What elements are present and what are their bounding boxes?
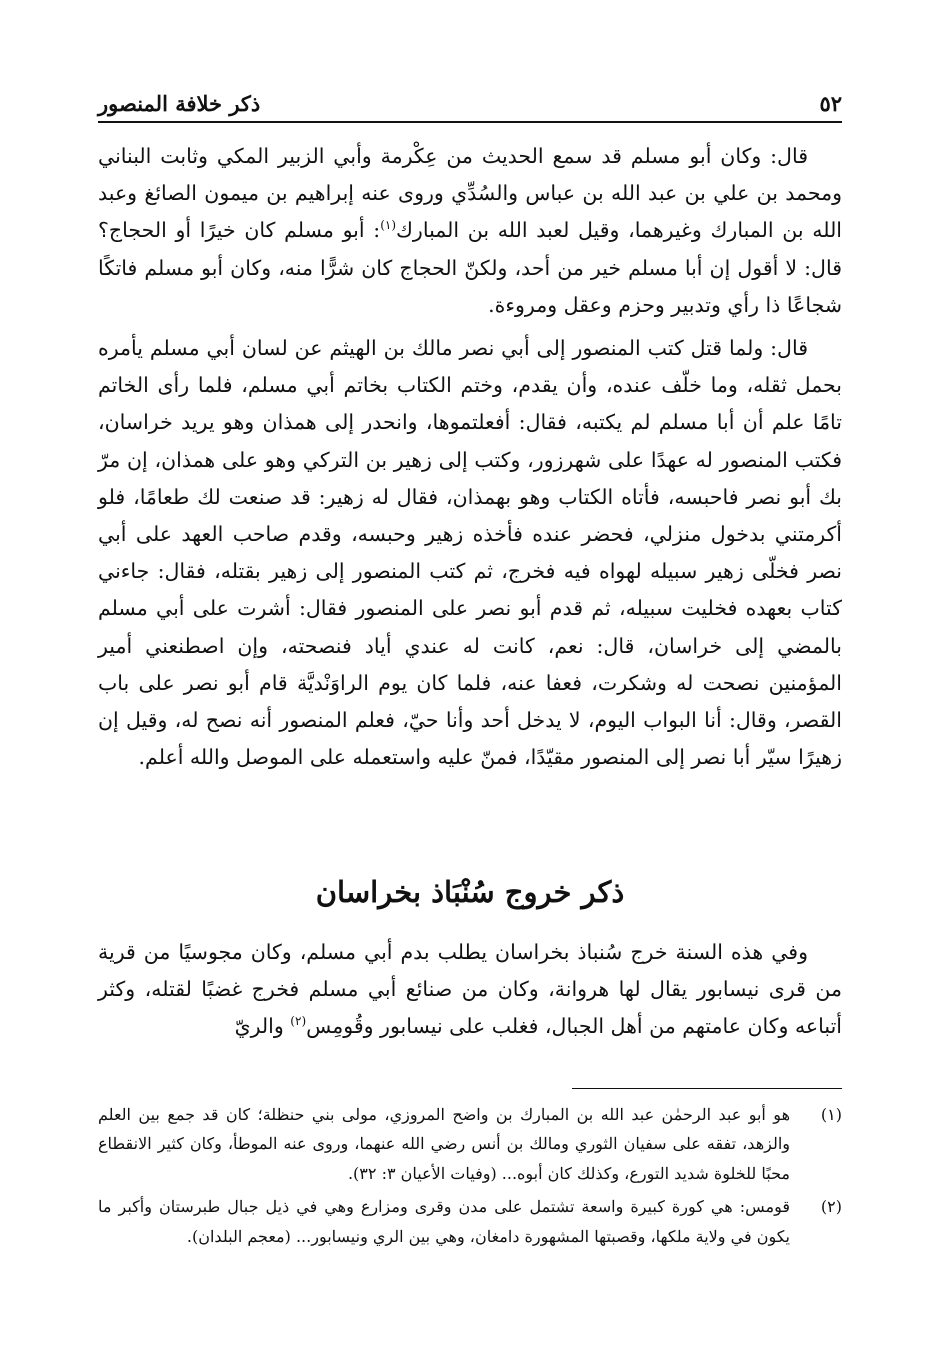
running-title: ذكر خلافة المنصور — [98, 91, 261, 116]
footnote-reference: (٢) — [290, 1014, 307, 1029]
paragraph-sunbadh — [98, 934, 842, 1046]
footnote-text: قومس: هي كورة كبيرة واسعة تشتمل على مدن وقرى ومزارع وهي في ذيل جبال طبرستان وأكبر ما يكون في ولاية ملكها، وقصبتها المشهورة دامغان، وهي بين الري ونيسابور... (معجم البلدان). — [98, 1197, 790, 1246]
footnote-separator — [572, 1088, 842, 1089]
footnote — [98, 1100, 842, 1188]
footnotes — [98, 1100, 842, 1255]
paragraph-abu-muslim-hadith — [98, 138, 842, 324]
header-rule — [98, 121, 842, 123]
footnote-reference: (١) — [380, 218, 397, 233]
section-text — [98, 934, 842, 1046]
footnote-text: هو أبو عبد الرحمٰن عبد الله بن المبارك بن واضح المروزي، مولى بني حنظلة؛ كان قد جمع بين العلم والزهد، تفقه على سفيان الثوري ومالك بن أنس رضي الله عنهما، وروى عنه الموطأ، وكان كثير الانقطاع محبًا للخلوة شديد التورع، وكذلك كان أبوه... (وفيات الأعيان ٣: ٣٢). — [98, 1105, 791, 1183]
page-number: ٥٢ — [819, 91, 842, 116]
footnote-marker: (٢) — [820, 1197, 842, 1217]
running-header — [98, 82, 842, 116]
main-text — [98, 138, 842, 782]
paragraph-text: قال: وكان أبو مسلم قد سمع الحديث من عِكْرمة وأبي الزبير المكي وثابت البناني ومحمد بن علي بن عبد الله بن عباس والسُدِّي وروى عنه إبراهيم بن ميمون الصائغ وعبد الله بن المبارك وغيرهما، وقيل لعبد الله بن المبارك — [98, 144, 843, 243]
paragraph-text: : أبو مسلم كان خيرًا أو الحجاج؟ قال: لا أقول إن أبا مسلم خير من أحد، ولكنّ الحجاج كان شرًّا منه، وكان أبو مسلم فاتكًا شجاعًا ذا رأي وتدبير وحزم وعقل ومروءة. — [98, 218, 842, 317]
paragraph-abu-nasr: قال: ولما قتل كتب المنصور إلى أبي نصر مالك بن الهيثم عن لسان أبي مسلم يأمره بحمل ثقله، وما خلّف عنده، وأن يقدم، وختم الكتاب بخاتم أبي مسلم، فلما رأى الخاتم تامًا علم أن أبا مسلم لم يكتبه، فقال: أفعلتموها، وانحدر إلى همذان وهو يريد خراسان، فكتب المنصور له عهدًا على شهرزور، وكتب إلى زهير بن التركي وهو على همذان، إن مرّ بك أبو نصر فاحبسه، فأتاه الكتاب وهو بهمذان، فقال له زهير: قد صنعت لك طعامًا، فلو أكرمتني بدخول منزلي، فحضر عنده فأخذه زهير وحبسه، وقدم صاحب العهد على أبي نصر فخلّى زهير سبيله لهواه فيه فخرج، ثم كتب المنصور إلى زهير بقتله، فقال: جاءني كتاب بعهده فخليت سبيله، ثم قدم أبو نصر على المنصور فقال: أشرت على أبي مسلم بالمضي إلى خراسان، قال: نعم، كانت له عندي أياد فنصحته، وإن اصطنعني أمير المؤمنين نصحت له وشكرت، فعفا عنه، فلما كان يوم الراوَنْديَّة قام أبو نصر على باب القصر، وقال: أنا البواب اليوم، لا يدخل أحد وأنا حيّ، فعلم المنصور أنه نصح له، وقيل إن زهيرًا سيّر أبا نصر إلى المنصور مقيّدًا، فمنّ عليه واستعمله على الموصل والله أعلم. — [98, 336, 843, 770]
section-heading: ذكر خروج سُنْبَاذ بخراسان — [315, 875, 625, 909]
paragraph-text: والريّ — [234, 1014, 291, 1039]
footnote — [98, 1192, 842, 1251]
footnote-marker: (١) — [820, 1105, 842, 1124]
paragraph-text: وفي هذه السنة خرج سُنباذ بخراسان يطلب بدم أبي مسلم، وكان مجوسيًا من قرية من قرى نيسابور يقال لها هروانة، وكان من صنائع أبي مسلم فخرج غضبًا لقتله، وكثر أتباعه وكان عامتهم من أهل الجبال، فغلب على نيسابور وقُومِس — [98, 940, 842, 1039]
